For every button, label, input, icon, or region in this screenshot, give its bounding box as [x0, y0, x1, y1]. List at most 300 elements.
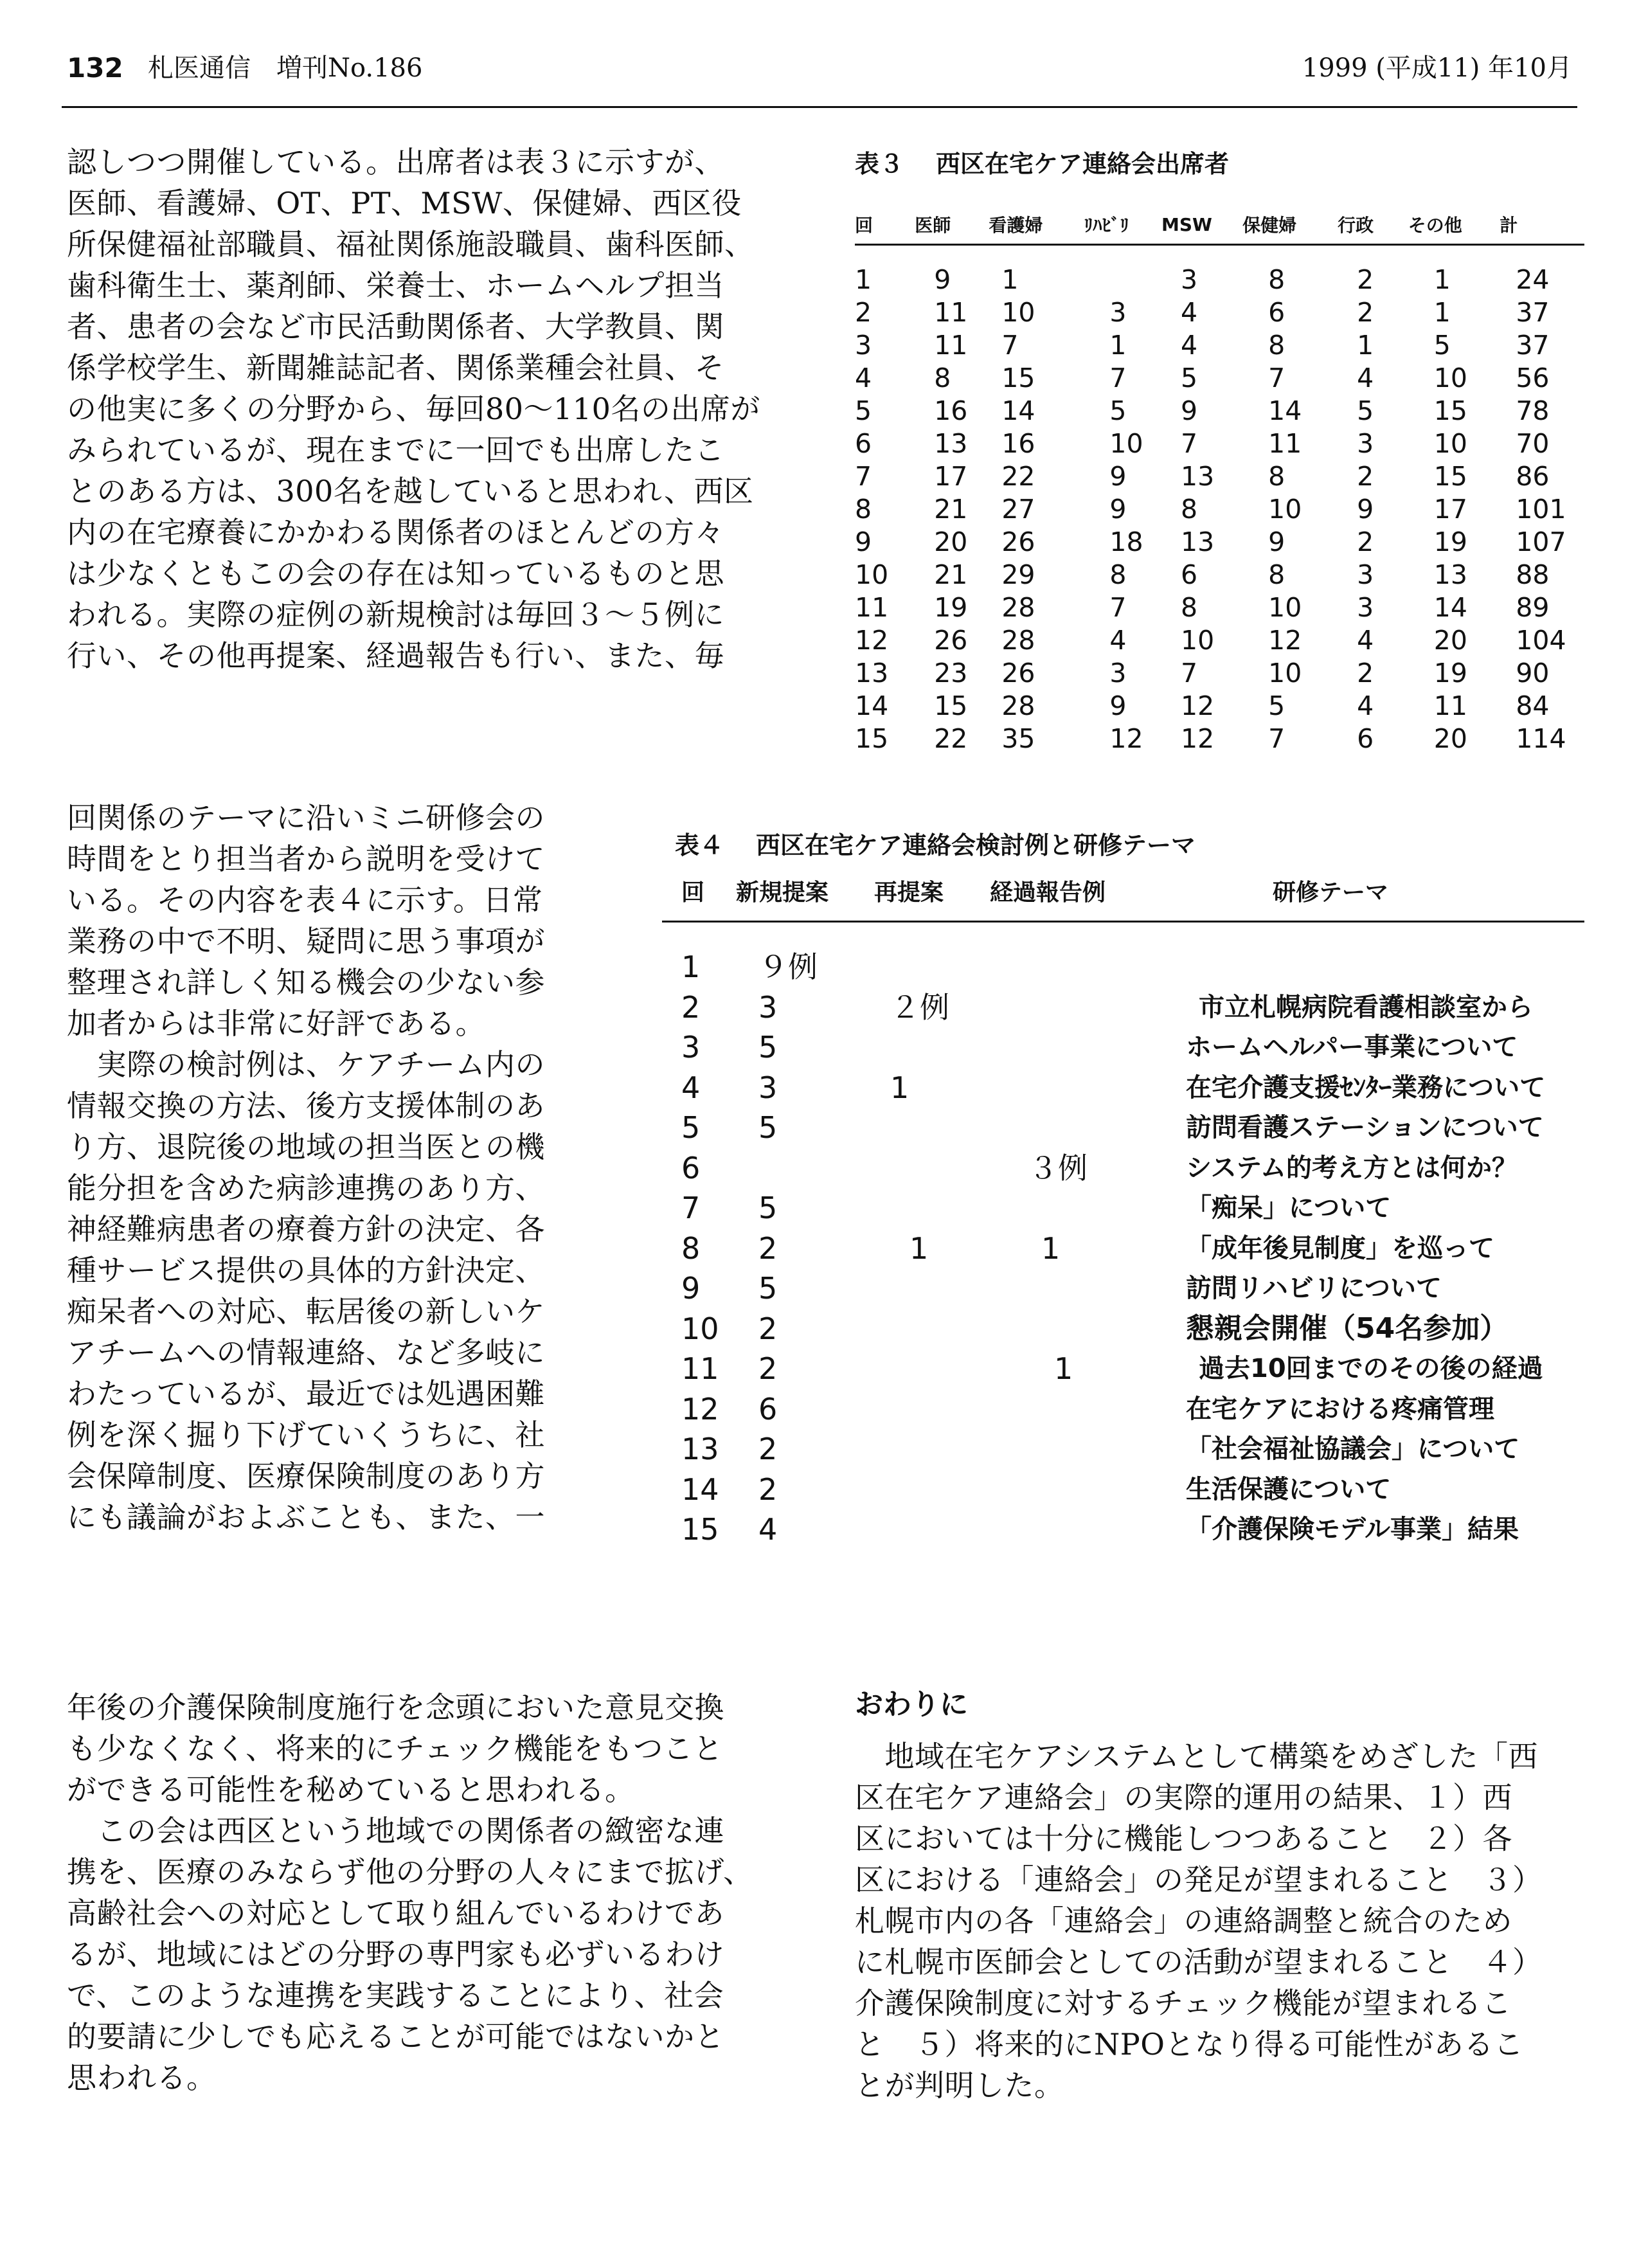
table-cell: 26 — [1001, 657, 1035, 688]
table-row — [855, 591, 1584, 624]
text-line: 会保障制度、医療保険制度のあり方 — [67, 1459, 545, 1493]
table-cell: 18 — [1109, 526, 1143, 557]
table-row — [662, 1470, 1584, 1510]
text-line: 情報交換の方法、後方支援体制のあ — [67, 1088, 545, 1123]
table-cell: 9 — [855, 526, 872, 557]
table-cell: 1 — [1109, 329, 1127, 361]
text-line: 所保健福祉部職員、福祉関係施設職員、歯科医師、 — [67, 227, 755, 262]
column-header: ﾘﾊﾋﾞﾘ — [1084, 215, 1129, 237]
table-cell: 9 — [681, 1271, 701, 1306]
text-line: わたっているが、最近では処遇困難 — [67, 1376, 545, 1411]
text-line: 携を、医療のみならず他の分野の人々にまで拡げ、 — [67, 1855, 753, 1889]
table-cell: 8 — [1268, 460, 1285, 492]
table-cell: 6 — [681, 1150, 701, 1185]
table-cell: 28 — [1001, 690, 1035, 721]
table-cell: 14 — [855, 690, 889, 721]
table-cell: 8 — [681, 1230, 701, 1266]
table-cell: 14 — [1268, 395, 1302, 426]
table-cell: 22 — [1001, 460, 1035, 492]
table-cell: 21 — [934, 559, 968, 590]
table-cell: 6 — [855, 428, 872, 459]
table-cell: 2 — [758, 1472, 778, 1507]
table-cell: 90 — [1516, 657, 1550, 688]
table-cell: 7 — [855, 460, 872, 492]
table-cell: 8 — [855, 493, 872, 525]
seminar-theme: ホームヘルパー事業について — [1186, 1032, 1518, 1062]
table-cell: 22 — [934, 723, 968, 754]
text-line: 歯科衛生士、薬剤師、栄養士、ホームヘルプ担当 — [67, 268, 724, 303]
table-cell: 12 — [681, 1391, 719, 1426]
column-header: 再提案 — [874, 879, 944, 906]
left-column-narrow — [67, 797, 545, 1538]
table-cell: 13 — [1181, 460, 1215, 492]
section-heading: おわりに — [855, 1688, 968, 1721]
table-cell: 7 — [681, 1191, 701, 1225]
table-4-label: 表４ — [675, 831, 724, 860]
table-cell: 12 — [1181, 723, 1215, 754]
seminar-theme: 「成年後見制度」を巡って — [1186, 1233, 1494, 1263]
table-cell: 3 — [855, 329, 872, 361]
table-cell: 7 — [1181, 657, 1198, 688]
table-cell: 13 — [1433, 559, 1467, 590]
text-line: 思われる。 — [67, 2060, 217, 2095]
table-cell: 7 — [1109, 362, 1127, 393]
table-cell: 8 — [1268, 329, 1285, 361]
table-cell: 14 — [681, 1472, 719, 1507]
table-cell: 3 — [1109, 296, 1127, 328]
table-cell: 2 — [1357, 296, 1374, 328]
text-line: るが、地域にはどの分野の専門家も必ずいるわけ — [67, 1937, 724, 1972]
table-row — [855, 526, 1584, 559]
text-line: 業務の中で不明、疑問に思う事項が — [67, 924, 545, 959]
table-cell: 12 — [1109, 723, 1143, 754]
table-spacer — [855, 246, 1584, 264]
text-line: いる。その内容を表４に示す。日常 — [67, 883, 543, 917]
table-cell: 10 — [855, 559, 889, 590]
table-cell: 2 — [758, 1311, 778, 1346]
table-row — [662, 1068, 1584, 1108]
text-line: 種サービス提供の具体的方針決定、 — [67, 1253, 545, 1288]
column-header: その他 — [1408, 215, 1462, 237]
table-cell: 5 — [1433, 329, 1451, 361]
table-cell: 28 — [1001, 591, 1035, 623]
text-line: とが判明した。 — [855, 2068, 1064, 2103]
text-line: ができる可能性を秘めていると思われる。 — [67, 1772, 635, 1807]
table-cell: 15 — [934, 690, 968, 721]
table-row — [662, 1389, 1584, 1430]
table-row — [662, 1509, 1584, 1550]
table-row — [855, 264, 1584, 296]
text-line: 能分担を含めた病診連携のあり方、 — [67, 1171, 545, 1205]
table-cell: 2 — [1357, 460, 1374, 492]
issue-date: 1999 (平成11) 年10月 — [1302, 53, 1572, 83]
table-cell: 4 — [855, 362, 872, 393]
table-row — [662, 1188, 1584, 1228]
table-cell: 11 — [681, 1351, 719, 1386]
table-cell: 6 — [1357, 723, 1374, 754]
seminar-theme: 訪問看護ステーションについて — [1186, 1113, 1544, 1142]
table-cell: 5 — [1268, 690, 1285, 721]
table-cell: 23 — [934, 657, 968, 688]
text-line: 内の在宅療養にかかわる関係者のほとんどの方々 — [67, 515, 724, 550]
table-cell: 20 — [1433, 723, 1467, 754]
table-cell: 7 — [1181, 428, 1198, 459]
text-line: の他実に多くの分野から、毎回80〜110名の出席が — [67, 392, 760, 426]
table-cell: 3 — [1109, 657, 1127, 688]
table-cell: 1 — [681, 950, 701, 984]
table-cell: 9 — [1109, 460, 1127, 492]
table-cell: 1 — [1433, 296, 1451, 328]
table-row — [855, 690, 1584, 723]
seminar-theme: 在宅介護支援ｾﾝﾀｰ業務について — [1186, 1072, 1546, 1102]
text-line: 係学校学生、新聞雑誌記者、関係業種会社員、そ — [67, 350, 724, 385]
text-line: に札幌市医師会としての活動が望まれること ４） — [855, 1945, 1543, 1979]
table-cell: 21 — [934, 493, 968, 525]
table-cell: 5 — [758, 1030, 778, 1065]
column-header: 行政 — [1338, 215, 1374, 237]
table-cell: 15 — [855, 723, 889, 754]
text-line: 整理され詳しく知る機会の少ない参 — [67, 965, 545, 1000]
cases-table-body — [662, 947, 1584, 1550]
table-cell: 3 — [758, 989, 778, 1025]
seminar-theme: 訪問リハビリについて — [1186, 1274, 1442, 1303]
table-row — [855, 657, 1584, 690]
text-line: 年後の介護保険制度施行を念頭においた意見交換 — [67, 1690, 724, 1725]
table-cell: 27 — [1001, 493, 1035, 525]
header-rule — [62, 106, 1577, 108]
table-cell: 9 — [1109, 493, 1127, 525]
table-cell: 1 — [909, 1230, 929, 1266]
table-cell: 12 — [1181, 690, 1215, 721]
table-cell: 14 — [1433, 591, 1467, 623]
table-cell: 5 — [1357, 395, 1374, 426]
table-cell: ９例 — [758, 950, 818, 984]
table-cell: 2 — [681, 989, 701, 1025]
table-cell: 2 — [758, 1432, 778, 1466]
table-cell: 70 — [1516, 428, 1550, 459]
table-cell: 84 — [1516, 690, 1550, 721]
table-cell: 4 — [1181, 296, 1198, 328]
table-cell: 8 — [1268, 264, 1285, 295]
table-cell: 2 — [1357, 657, 1374, 688]
text-line: 者、患者の会など市民活動関係者、大学教員、関 — [67, 309, 724, 344]
table-3-caption: 西区在宅ケア連絡会出席者 — [936, 150, 1230, 178]
table-cell: 26 — [934, 624, 968, 656]
table-cell: 4 — [1357, 362, 1374, 393]
table-cell: 13 — [855, 657, 889, 688]
table-cell: 15 — [681, 1512, 719, 1547]
text-line: 区在宅ケア連絡会」の実際的運用の結果、１）西 — [855, 1780, 1512, 1815]
table-cell: 19 — [934, 591, 968, 623]
table-cell: ２例 — [890, 989, 949, 1025]
table-row — [855, 493, 1584, 526]
text-line: と ５）将来的にNPOとなり得る可能性があるこ — [855, 2027, 1524, 2062]
table-header-row — [855, 206, 1584, 244]
table-cell: 11 — [1268, 428, 1302, 459]
table-cell: 10 — [1433, 362, 1467, 393]
table-cell: 2 — [758, 1230, 778, 1266]
table-cell: 9 — [1268, 526, 1285, 557]
table-cell: 2 — [1357, 526, 1374, 557]
table-cell: 10 — [1268, 493, 1302, 525]
table-cell: 114 — [1516, 723, 1566, 754]
table-cell: 19 — [1433, 526, 1467, 557]
table-cell: 88 — [1516, 559, 1550, 590]
table-cell: 15 — [1433, 460, 1467, 492]
table-cell: 13 — [681, 1432, 719, 1466]
table-cell: 37 — [1516, 296, 1550, 328]
table-row — [662, 1429, 1584, 1470]
table-cell: 35 — [1001, 723, 1035, 754]
table-cell: 12 — [1268, 624, 1302, 656]
table-row — [855, 723, 1584, 755]
table-cell: 11 — [934, 296, 968, 328]
table-cell: 9 — [1181, 395, 1198, 426]
text-line: 実際の検討例は、ケアチーム内の — [67, 1047, 545, 1082]
column-header: 経過報告例 — [990, 879, 1106, 906]
table-cell: 3 — [1357, 591, 1374, 623]
table-cell: 29 — [1001, 559, 1035, 590]
text-line: とのある方は、300名を越していると思われ、西区 — [67, 474, 754, 509]
left-column-bottom — [67, 1687, 753, 2098]
table-cell: 107 — [1516, 526, 1566, 557]
table-cell: 24 — [1516, 264, 1550, 295]
seminar-theme: 「介護保険モデル事業」結果 — [1186, 1515, 1519, 1544]
table-row — [855, 624, 1584, 657]
column-header: 保健婦 — [1242, 215, 1297, 237]
text-line: 介護保険制度に対するチェック機能が望まれるこ — [855, 1986, 1512, 2021]
table-cell: 1 — [1433, 264, 1451, 295]
table-cell: 4 — [1357, 624, 1374, 656]
table-cell: 6 — [1181, 559, 1198, 590]
table-row — [662, 1268, 1584, 1309]
table-cell: 8 — [1181, 493, 1198, 525]
left-column-top — [67, 141, 760, 676]
table-cell: 13 — [934, 428, 968, 459]
table-cell: 10 — [1268, 657, 1302, 688]
table-3-title — [855, 148, 1584, 180]
seminar-theme: システム的考え方とは何か？ — [1186, 1153, 1518, 1183]
table-cell: 101 — [1516, 493, 1566, 525]
table-cell: 19 — [1433, 657, 1467, 688]
table-cell: 78 — [1516, 395, 1550, 426]
table-cell: 16 — [1001, 428, 1035, 459]
text-line: 加者からは非常に好評である。 — [67, 1006, 485, 1041]
table-cell: 2 — [1357, 264, 1374, 295]
table-cell: 89 — [1516, 591, 1550, 623]
table-cell: 1 — [1054, 1351, 1073, 1386]
table-cell: 9 — [934, 264, 951, 295]
table-cell: 7 — [1109, 591, 1127, 623]
table-row — [855, 460, 1584, 493]
table-cell: 8 — [1181, 591, 1198, 623]
table-cell: ３例 — [1028, 1150, 1088, 1185]
table-4 — [662, 829, 1584, 1550]
table-row — [662, 1349, 1584, 1389]
column-header: 研修テーマ — [1273, 879, 1389, 906]
text-line: 高齢社会への対応として取り組んでいるわけであ — [67, 1896, 724, 1931]
table-row — [662, 1309, 1584, 1349]
table-cell: 13 — [1181, 526, 1215, 557]
column-header: 医師 — [915, 215, 951, 237]
table-cell: 15 — [1001, 362, 1035, 393]
table-cell: 5 — [758, 1191, 778, 1225]
table-cell: 12 — [855, 624, 889, 656]
table-cell: 4 — [1109, 624, 1127, 656]
table-cell: 1 — [1357, 329, 1374, 361]
table-cell: 17 — [934, 460, 968, 492]
table-cell: 20 — [934, 526, 968, 557]
text-line: 地域在宅ケアシステムとして構築をめざした「西 — [855, 1739, 1539, 1774]
table-cell: 11 — [855, 591, 889, 623]
column-header: 計 — [1500, 215, 1518, 237]
table-4-caption: 西区在宅ケア連絡会検討例と研修テーマ — [756, 831, 1196, 860]
text-line: みられているが、現在までに一回でも出席したこ — [67, 433, 724, 467]
seminar-theme: 市立札幌病院看護相談室から — [1199, 992, 1533, 1022]
page-number: 132 — [67, 52, 123, 84]
text-line: 的要請に少しでも応えることが可能ではないかと — [67, 2019, 724, 2054]
table-cell: 8 — [934, 362, 951, 393]
column-header: 看護婦 — [989, 215, 1043, 237]
table-cell: 9 — [1357, 493, 1374, 525]
text-line: 区においては十分に機能しつつあること ２）各 — [855, 1821, 1512, 1856]
table-3 — [855, 148, 1584, 755]
table-cell: 17 — [1433, 493, 1467, 525]
table-cell: 4 — [1357, 690, 1374, 721]
table-cell: 3 — [1357, 559, 1374, 590]
text-line: は少なくともこの会の存在は知っているものと思 — [67, 556, 724, 591]
table-row — [855, 559, 1584, 591]
seminar-theme: 在宅ケアにおける疼痛管理 — [1186, 1394, 1494, 1424]
table-cell: 9 — [1109, 690, 1127, 721]
table-cell: 4 — [681, 1070, 701, 1105]
table-cell: 4 — [758, 1512, 778, 1547]
table-cell: 14 — [1001, 395, 1035, 426]
table-cell: 3 — [1357, 428, 1374, 459]
table-cell: 2 — [855, 296, 872, 328]
table-cell: 10 — [1181, 624, 1215, 656]
table-cell: 3 — [758, 1070, 778, 1105]
table-cell: 5 — [1181, 362, 1198, 393]
table-cell: 15 — [1433, 395, 1467, 426]
table-row — [662, 1228, 1584, 1269]
table-cell: 5 — [758, 1110, 778, 1145]
table-cell: 3 — [681, 1030, 701, 1065]
text-line: 回関係のテーマに沿いミニ研修会の — [67, 800, 545, 835]
table-row — [662, 1027, 1584, 1068]
table-cell: 7 — [1001, 329, 1019, 361]
table-cell: 86 — [1516, 460, 1550, 492]
table-row — [855, 329, 1584, 362]
table-cell: 10 — [1109, 428, 1143, 459]
table-cell: 8 — [1109, 559, 1127, 590]
column-header: 回 — [681, 879, 705, 906]
table-cell: 4 — [1181, 329, 1198, 361]
table-cell: 7 — [1268, 723, 1285, 754]
conclusion-body — [855, 1736, 1543, 2106]
text-line: で、このような連携を実践することにより、社会 — [67, 1978, 724, 2013]
table-3-label: 表３ — [855, 150, 904, 178]
table-4-title — [675, 829, 1584, 861]
table-cell: 37 — [1516, 329, 1550, 361]
text-line: り方、退院後の地域の担当医との機 — [67, 1130, 545, 1164]
column-header: 回 — [855, 215, 873, 237]
table-cell: 10 — [1433, 428, 1467, 459]
text-line: 認しつつ開催している。出席者は表３に示すが、 — [67, 145, 724, 179]
text-line: も少なくなく、将来的にチェック機能をもつこと — [67, 1731, 723, 1766]
table-cell: 10 — [1268, 591, 1302, 623]
table-cell: 56 — [1516, 362, 1550, 393]
table-cell: 1 — [1001, 264, 1019, 295]
table-row — [662, 1148, 1584, 1189]
text-line: われる。実際の症例の新規検討は毎回３〜５例に — [67, 597, 724, 632]
table-cell: 10 — [681, 1311, 719, 1346]
table-row — [855, 428, 1584, 460]
table-cell: 5 — [855, 395, 872, 426]
text-line: にも議論がおよぶことも、また、一 — [67, 1500, 545, 1534]
text-line: 医師、看護婦、OT、PT、MSW、保健婦、西区役 — [67, 186, 742, 221]
table-cell: 26 — [1001, 526, 1035, 557]
text-line: 札幌市内の各「連絡会」の連絡調整と統合のため — [855, 1904, 1512, 1938]
column-header: 新規提案 — [736, 879, 829, 906]
seminar-theme: 懇親会開催（54名参加） — [1186, 1311, 1509, 1345]
text-line: 例を深く掘り下げていくうちに、社 — [67, 1418, 545, 1452]
table-cell: 11 — [934, 329, 968, 361]
text-line: 行い、その他再提案、経過報告も行い、また、毎 — [67, 638, 724, 673]
table-cell: 7 — [1268, 362, 1285, 393]
table-cell: 104 — [1516, 624, 1566, 656]
attendance-table — [855, 206, 1584, 755]
text-line: 神経難病患者の療養方針の決定、各 — [67, 1212, 545, 1246]
table-cell: 5 — [1109, 395, 1127, 426]
table-cell: 3 — [1181, 264, 1198, 295]
seminar-theme: 過去10回までのその後の経過 — [1199, 1354, 1543, 1383]
table-cell: 5 — [681, 1110, 701, 1145]
table-cell: 20 — [1433, 624, 1467, 656]
text-line: この会は西区という地域での関係者の緻密な連 — [67, 1814, 724, 1848]
table-cell: 2 — [758, 1351, 778, 1386]
table-row — [855, 362, 1584, 395]
table-cell: 6 — [758, 1391, 778, 1426]
seminar-theme: 生活保護について — [1186, 1474, 1392, 1504]
text-line: 痴呆者への対応、転居後の新しいケ — [67, 1294, 545, 1329]
seminar-theme: 「社会福祉協議会」について — [1186, 1434, 1520, 1464]
table-cell: 11 — [1433, 690, 1467, 721]
table-cell: 1 — [890, 1070, 909, 1105]
table-row — [855, 296, 1584, 329]
table-rule — [662, 921, 1584, 923]
table-row — [855, 395, 1584, 428]
table-cell: 1 — [1041, 1230, 1061, 1266]
table-header-row — [662, 861, 1584, 921]
table-cell — [1084, 264, 1161, 296]
text-line: 時間をとり担当者から説明を受けて — [67, 842, 545, 876]
table-cell: 5 — [758, 1271, 778, 1306]
table-cell: 8 — [1268, 559, 1285, 590]
text-line: 区における「連絡会」の発足が望まれること ３） — [855, 1862, 1543, 1897]
table-row — [662, 947, 1584, 987]
column-header: MSW — [1161, 213, 1212, 235]
table-cell: 28 — [1001, 624, 1035, 656]
seminar-theme: 「痴呆」について — [1186, 1193, 1392, 1223]
table-cell: 16 — [934, 395, 968, 426]
table-cell: 6 — [1268, 296, 1285, 328]
text-line: アチームへの情報連絡、など多岐に — [67, 1335, 545, 1370]
table-row — [662, 987, 1584, 1028]
table-cell: 10 — [1001, 296, 1035, 328]
journal-title: 札医通信 増刊No.186 — [148, 53, 423, 83]
table-cell: 1 — [855, 264, 872, 295]
